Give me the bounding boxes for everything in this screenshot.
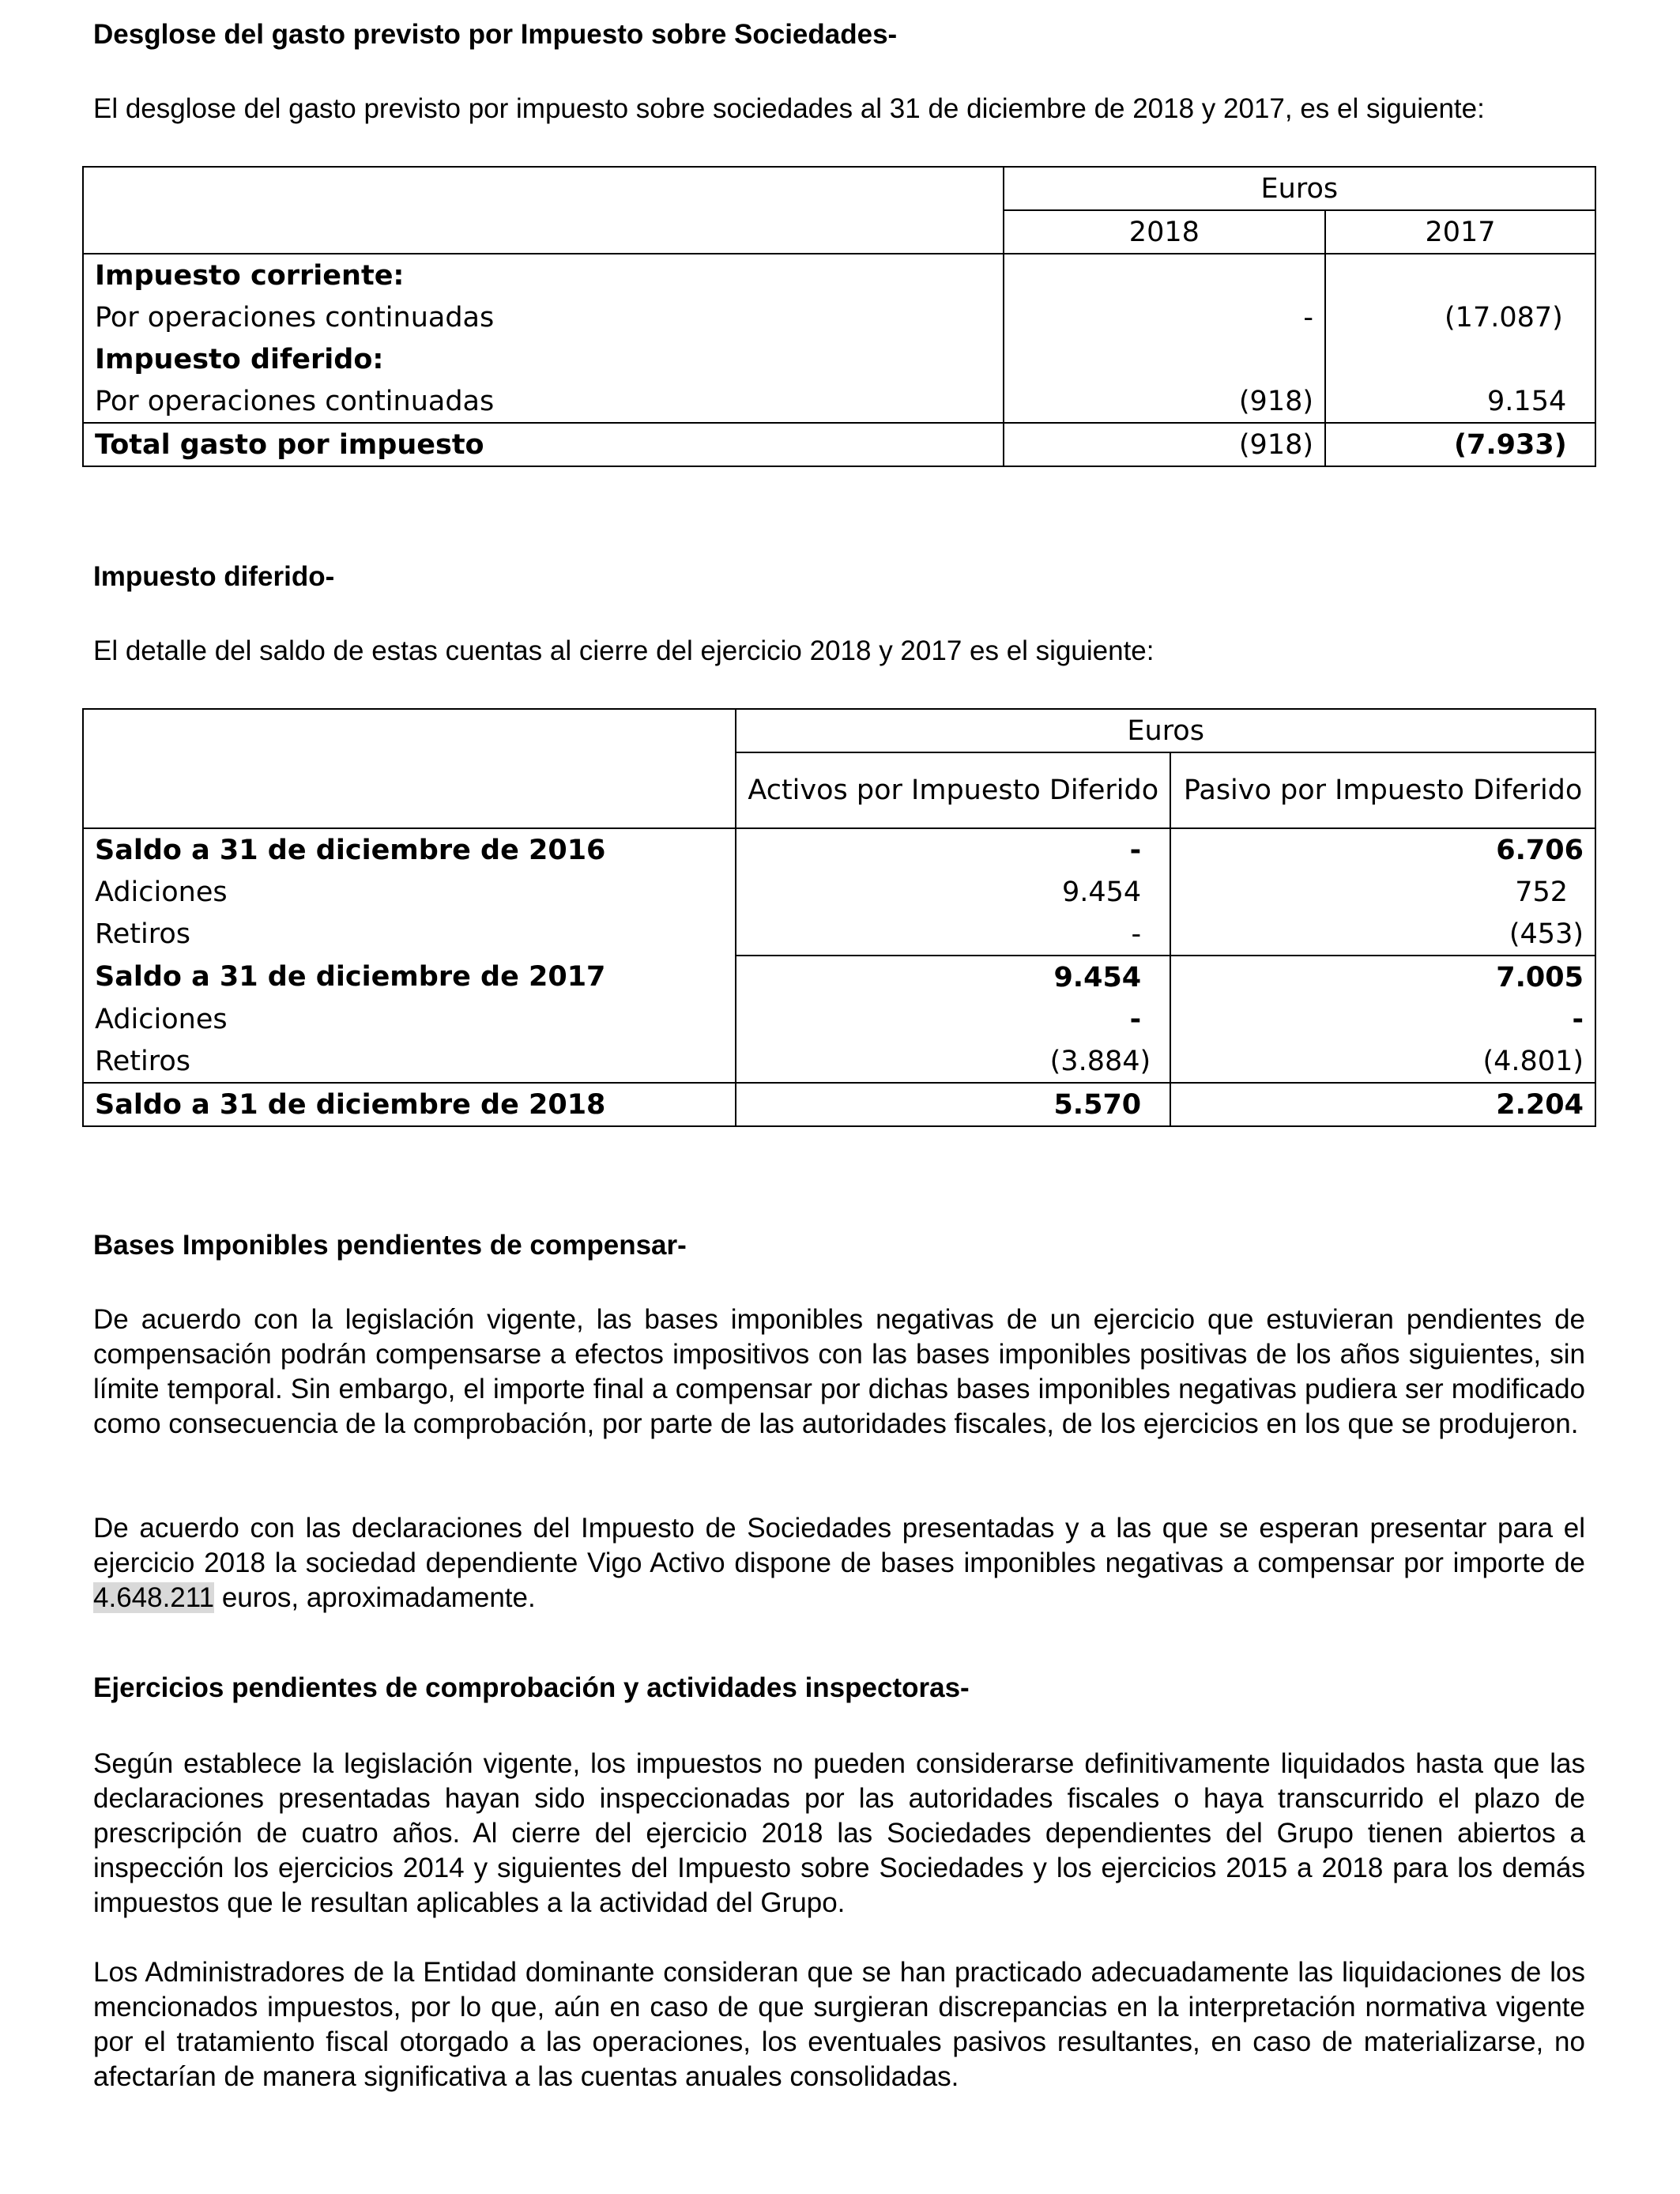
table-row bbox=[83, 998, 1595, 1040]
table-header-blank bbox=[83, 709, 736, 828]
cell-pasivo: - bbox=[1170, 998, 1595, 1040]
table-header-euros: Euros bbox=[1004, 167, 1595, 210]
table-header-activos: Activos por Impuesto Diferido bbox=[736, 752, 1170, 828]
cell-pasivo: (4.801) bbox=[1170, 1040, 1595, 1083]
row-label: Impuesto diferido: bbox=[95, 343, 384, 375]
section-heading-impuesto-diferido: Impuesto diferido- bbox=[93, 561, 335, 592]
paragraph-ejercicios-2: Los Administradores de la Entidad dominante consideran que se han practicado adecuadamente las liquidaciones de los mencionados impuestos, por lo que, aún en caso de que surgieran discrepancias en la interpretación normativa vigente por el tratamiento fiscal otorgado a las operaciones, los eventuales pasivos resultantes, en caso de materializarse, no afectarían de manera significativa a las cuentas anuales consolidadas. bbox=[93, 1957, 1585, 2092]
row-label: Por operaciones continuadas bbox=[95, 301, 495, 334]
cell-2018: (918) bbox=[1004, 380, 1325, 423]
table-row bbox=[83, 296, 1595, 338]
cell-activo: - bbox=[736, 828, 1170, 871]
table-row bbox=[83, 871, 1595, 913]
section-heading-bases-imponibles: Bases Imponibles pendientes de compensar- bbox=[93, 1230, 687, 1261]
paragraph-text: De acuerdo con las declaraciones del Impuesto de Sociedades presentadas y a las que se esperan presentar para el ejercicio 2018 la sociedad dependiente Vigo Activo dispone de bases imponibles negativas a compensar por importe de bbox=[93, 1513, 1585, 1578]
cell-2017: (7.933) bbox=[1325, 423, 1595, 466]
cell-pasivo: 752 bbox=[1170, 871, 1595, 913]
cell-2018 bbox=[1004, 338, 1325, 380]
cell-activo: 9.454 bbox=[736, 956, 1170, 998]
table-header-2017: 2017 bbox=[1325, 210, 1595, 254]
table-row bbox=[83, 956, 1595, 998]
row-label: Saldo a 31 de diciembre de 2016 bbox=[95, 834, 606, 866]
cell-2017: 9.154 bbox=[1325, 380, 1595, 423]
tax-expense-table bbox=[82, 166, 1596, 467]
table-header-blank bbox=[83, 167, 1004, 254]
cell-activo: 9.454 bbox=[736, 871, 1170, 913]
cell-pasivo: 7.005 bbox=[1170, 956, 1595, 998]
cell-activo: - bbox=[736, 998, 1170, 1040]
cell-pasivo: (453) bbox=[1170, 913, 1595, 956]
section-heading-desglose: Desglose del gasto previsto por Impuesto sobre Sociedades- bbox=[93, 19, 898, 50]
paragraph-ejercicios-1: Según establece la legislación vigente, los impuestos no pueden considerarse definitivamente liquidados hasta que las declaraciones presentadas hayan sido inspeccionadas por las autoridades fiscales o haya transcurrido el plazo de prescripción de cuatro años. Al cierre del ejercicio 2018 las Sociedades dependientes del Grupo tienen abiertos a inspección los ejercicios 2014 y siguientes del Impuesto sobre Sociedades y los ejercicios 2015 a 2018 para los demás impuestos que le resultan aplicables a la actividad del Grupo. bbox=[93, 1748, 1585, 1918]
table-header-euros: Euros bbox=[736, 709, 1595, 752]
row-label: Adiciones bbox=[95, 1003, 228, 1035]
cell-activo: 5.570 bbox=[736, 1083, 1170, 1126]
cell-pasivo: 2.204 bbox=[1170, 1083, 1595, 1126]
table-row bbox=[83, 254, 1595, 296]
table-row bbox=[83, 828, 1595, 871]
section-intro-desglose: El desglose del gasto previsto por impuesto sobre sociedades al 31 de diciembre de 2018 y 2017, es el siguiente: bbox=[93, 93, 1485, 124]
row-label: Impuesto corriente: bbox=[95, 259, 405, 292]
section-intro-impuesto-diferido: El detalle del saldo de estas cuentas al cierre del ejercicio 2018 y 2017 es el siguiente: bbox=[93, 635, 1155, 666]
cell-2018: - bbox=[1004, 296, 1325, 338]
cell-pasivo: 6.706 bbox=[1170, 828, 1595, 871]
table-row bbox=[83, 1040, 1595, 1083]
section-heading-ejercicios: Ejercicios pendientes de comprobación y actividades inspectoras- bbox=[93, 1672, 970, 1703]
cell-2018: (918) bbox=[1004, 423, 1325, 466]
paragraph-bases-1: De acuerdo con la legislación vigente, las bases imponibles negativas de un ejercicio que estuvieran pendientes de compensación podrán compensarse a efectos impositivos con las bases imponibles positivas de los años siguientes, sin límite temporal. Sin embargo, el importe final a compensar por dichas bases imponibles negativas pudiera ser modificado como consecuencia de la comprobación, por parte de las autoridades fiscales, de los ejercicios en los que se produjeron. bbox=[93, 1304, 1585, 1439]
cell-2017 bbox=[1325, 254, 1595, 296]
table-row-total bbox=[83, 1083, 1595, 1126]
row-label: Saldo a 31 de diciembre de 2018 bbox=[95, 1088, 606, 1121]
deferred-tax-table bbox=[82, 708, 1596, 1127]
cell-activo: (3.884) bbox=[736, 1040, 1170, 1083]
row-label: Adiciones bbox=[95, 876, 228, 908]
table-row-total bbox=[83, 423, 1595, 466]
cell-activo: - bbox=[736, 913, 1170, 956]
highlighted-amount: 4.648.211 bbox=[93, 1582, 215, 1613]
row-label: Por operaciones continuadas bbox=[95, 385, 495, 417]
row-label: Saldo a 31 de diciembre de 2017 bbox=[95, 961, 606, 993]
row-label: Total gasto por impuesto bbox=[95, 428, 484, 461]
cell-2017: (17.087) bbox=[1325, 296, 1595, 338]
table-row bbox=[83, 913, 1595, 956]
table-row bbox=[83, 380, 1595, 423]
table-header-2018: 2018 bbox=[1004, 210, 1325, 254]
table-header-pasivo: Pasivo por Impuesto Diferido bbox=[1170, 752, 1595, 828]
table-row bbox=[83, 338, 1595, 380]
paragraph-bases-2 bbox=[93, 1511, 1585, 1615]
row-label: Retiros bbox=[95, 918, 190, 950]
cell-2018 bbox=[1004, 254, 1325, 296]
cell-2017 bbox=[1325, 338, 1595, 380]
paragraph-text: euros, aproximadamente. bbox=[214, 1582, 536, 1613]
row-label: Retiros bbox=[95, 1045, 190, 1077]
